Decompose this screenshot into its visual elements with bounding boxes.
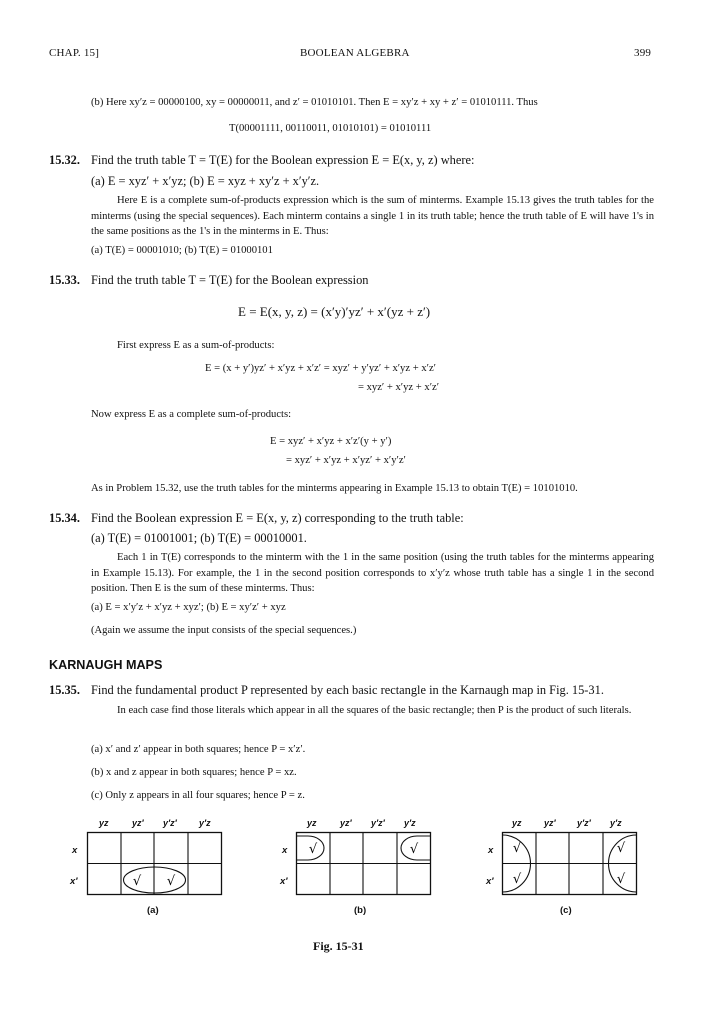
map-c-col-label: yz′ <box>544 818 556 828</box>
answer-15-35-a: (a) x′ and z′ appear in both squares; hence P = x′z′. <box>91 744 306 755</box>
solution-15-32: Here E is a complete sum-of-products expression which is the sum of minterms. Example 15.13 gives the truth tables for the minterms (using the special sequences). Each minterm contains a single 1 in its truth table; hence the truth table of E will have 1's in the same positions as the 1's in the minterms in E. Thus: <box>91 195 654 237</box>
map-b-col-label: yz <box>307 818 317 828</box>
display-equation-15-33: E = E(x, y, z) = (x′y)′yz′ + x′(yz + z′) <box>238 304 431 319</box>
check-mark: √ <box>616 841 626 856</box>
map-b-col-label: y′z′ <box>371 818 385 828</box>
answer-15-35-b: (b) x and z appear in both squares; hence P = xz. <box>91 767 297 778</box>
map-c-col-label: y′z′ <box>577 818 591 828</box>
map-a-label: (a) <box>147 905 159 916</box>
page-number: 399 <box>634 47 652 59</box>
answer-15-32: (a) T(E) = 00001010; (b) T(E) = 01000101 <box>91 245 273 256</box>
map-b-label: (b) <box>354 905 367 916</box>
check-mark: √ <box>166 874 176 889</box>
map-a-col-label: yz′ <box>132 818 144 828</box>
map-b-row-label: x′ <box>280 876 288 887</box>
problem-statement-15-32: Find the truth table T = T(E) for the Boolean expression E = E(x, y, z) where: <box>91 153 475 167</box>
map-a-col-label: y′z′ <box>163 818 177 828</box>
map-b-col-label: y′z <box>404 818 416 828</box>
step-complete-sop: Now express E as a complete sum-of-products: <box>91 409 292 420</box>
check-mark: √ <box>512 872 522 887</box>
equation-2b: = xyz′ + x′yz + x′yz′ + x′y′z′ <box>286 455 406 466</box>
map-a-row-label: x <box>72 845 78 856</box>
chapter-label: CHAP. 15] <box>49 47 100 59</box>
part-b-result: T(00001111, 00110011, 01010101) = 01010111 <box>229 123 432 134</box>
map-c-row-label: x <box>488 845 494 856</box>
map-b-row-label: x <box>282 845 288 856</box>
equation-2a: E = xyz′ + x′yz + x′z′(y + y′) <box>270 436 392 447</box>
problem-number-15-33: 15.33. <box>49 273 80 287</box>
running-title: BOOLEAN ALGEBRA <box>300 47 410 59</box>
problem-parts-15-34: (a) T(E) = 01001001; (b) T(E) = 00010001. <box>91 531 307 545</box>
map-b-col-label: yz′ <box>340 818 352 828</box>
equation-1a: E = (x + y′)yz′ + x′yz + x′z′ = xyz′ + y′yz′ + x′yz + x′z′ <box>205 363 436 374</box>
map-a-col-label: yz <box>99 818 109 828</box>
problem-number-15-32: 15.32. <box>49 153 80 167</box>
map-c-row-label: x′ <box>486 876 494 887</box>
note-15-34: (Again we assume the input consists of the special sequences.) <box>91 625 357 636</box>
karnaugh-map-a <box>87 832 223 897</box>
map-a-row-label: x′ <box>70 876 78 887</box>
check-mark: √ <box>512 841 522 856</box>
figure-caption: Fig. 15-31 <box>313 939 364 953</box>
karnaugh-map-b <box>296 832 432 897</box>
section-heading: KARNAUGH MAPS <box>49 658 163 672</box>
map-c-label: (c) <box>560 905 572 916</box>
conclusion-15-33: As in Problem 15.32, use the truth tables for the minterms appearing in Example 15.13 to obtain T(E) = 10101010. <box>91 483 578 494</box>
problem-statement-15-35: Find the fundamental product P represented by each basic rectangle in the Karnaugh map in Fig. 15-31. <box>91 683 604 697</box>
problem-parts-15-32: (a) E = xyz′ + x′yz; (b) E = xyz + xy′z + x′y′z. <box>91 174 320 188</box>
solution-15-35: In each case find those literals which appear in all the squares of the basic rectangle; then P is the product of such literals. <box>117 705 632 716</box>
karnaugh-map-c <box>502 832 638 897</box>
check-mark: √ <box>308 842 318 857</box>
check-mark: √ <box>616 872 626 887</box>
map-a-col-label: y′z <box>199 818 211 828</box>
map-c-col-label: yz <box>512 818 522 828</box>
solution-15-34: Each 1 in T(E) corresponds to the minterm with the 1 in the same position (using the truth tables for the minterms appearing in Example 15.13). For example, the 1 in the second position corresponds to x′y′z whose truth table has a single 1 in the second position. Then E is the sum of these minterms. Thus: <box>91 552 654 594</box>
part-b-line: (b) Here xy′z = 00000100, xy = 00000011, and z′ = 01010101. Then E = xy′z + xy + z′ = 01010111. Thus <box>91 97 538 108</box>
check-mark: √ <box>132 874 142 889</box>
problem-statement-15-34: Find the Boolean expression E = E(x, y, z) corresponding to the truth table: <box>91 511 464 525</box>
equation-1b: = xyz′ + x′yz + x′z′ <box>358 382 440 393</box>
answer-15-35-c: (c) Only z appears in all four squares; hence P = z. <box>91 790 305 801</box>
problem-statement-15-33: Find the truth table T = T(E) for the Boolean expression <box>91 273 369 287</box>
step-sum-of-products: First express E as a sum-of-products: <box>117 340 275 351</box>
problem-number-15-34: 15.34. <box>49 511 80 525</box>
map-c-col-label: y′z <box>610 818 622 828</box>
answer-15-34: (a) E = x′y′z + x′yz + xyz′; (b) E = xy′z′ + xyz <box>91 602 286 613</box>
check-mark: √ <box>409 842 419 857</box>
problem-number-15-35: 15.35. <box>49 683 80 697</box>
